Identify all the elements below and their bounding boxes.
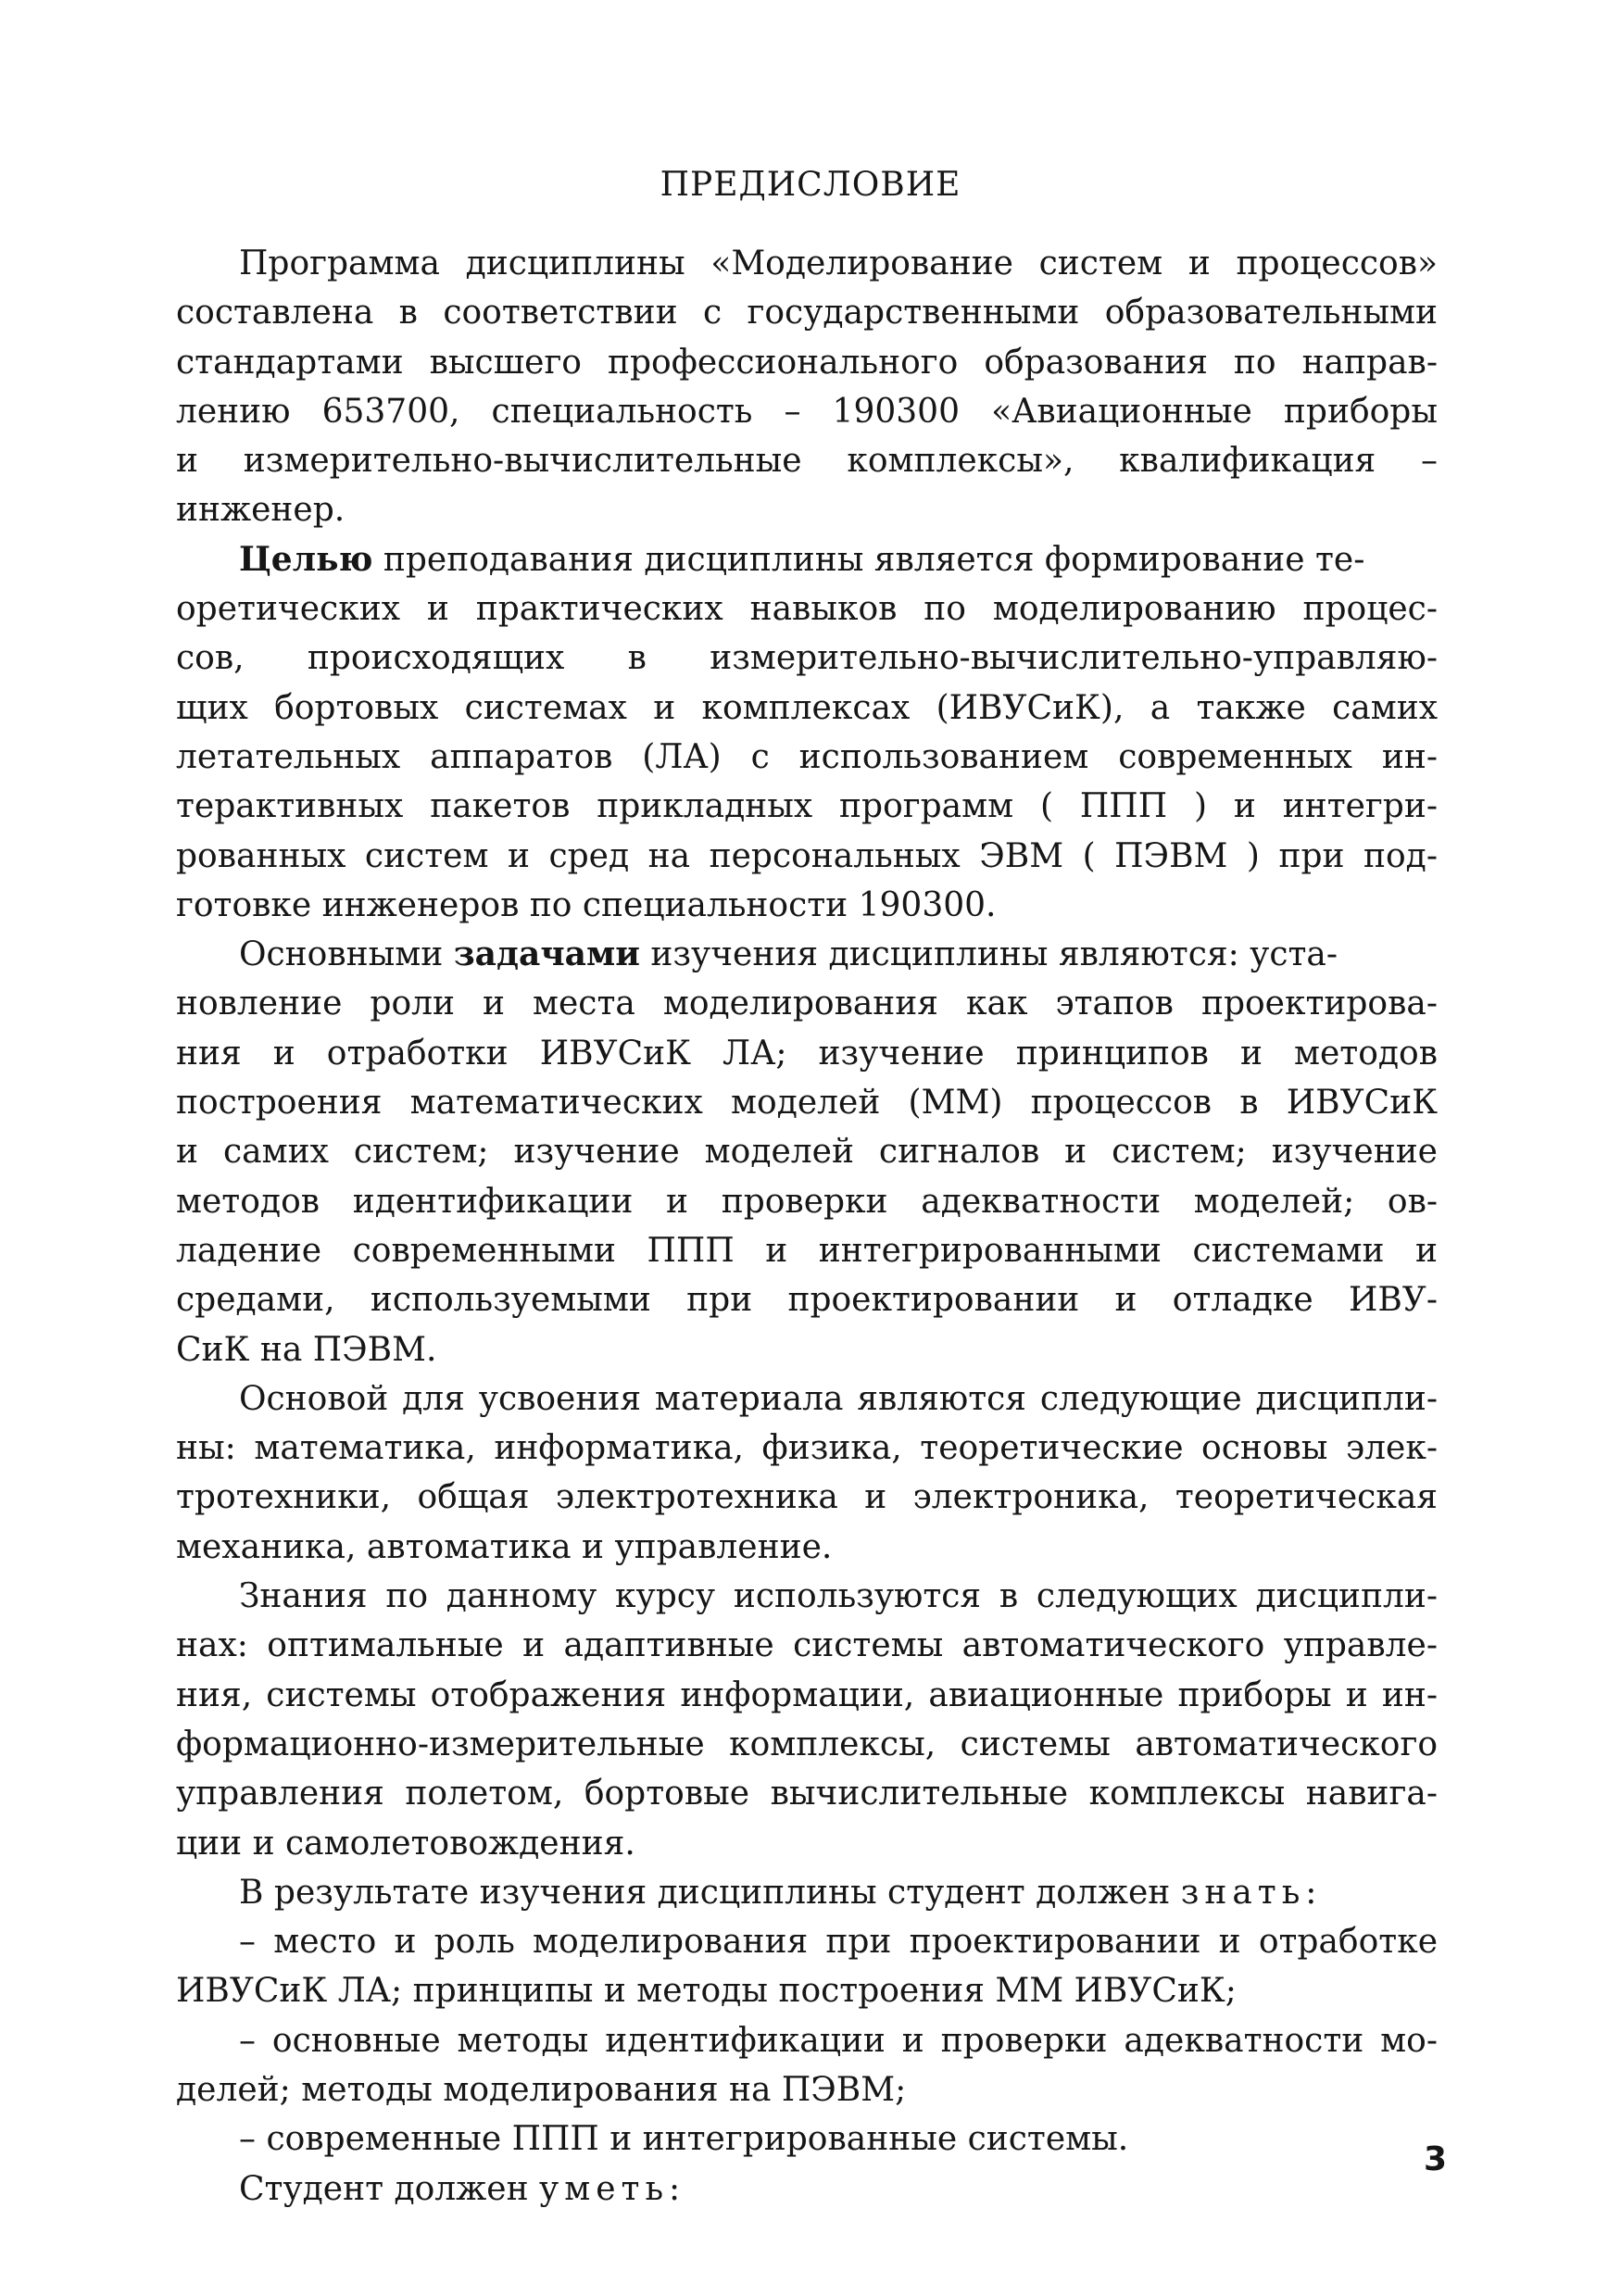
text-fragment: Основными	[239, 935, 454, 974]
text-line: Основой для усвоения материала являются следующие дисципли-	[239, 1379, 1438, 1418]
text-line: рованных систем и сред на персональных ЭВМ ( ПЭВМ ) при под-	[176, 836, 1438, 875]
list-item: – современные ППП и интегрированные системы.	[239, 2120, 1129, 2159]
text-line: ния и отработки ИВУСиК ЛА; изучение принципов и методов	[176, 1034, 1438, 1073]
text-fragment: преподавания дисциплины является формирование те-	[372, 540, 1365, 579]
text-line: инженер.	[176, 491, 346, 530]
spaced-term: знать:	[1180, 1873, 1323, 1912]
emphasis-term: Целью	[239, 539, 373, 579]
list-item: – основные методы идентификации и проверки адекватности мо-	[239, 2021, 1438, 2060]
text-line: щих бортовых системах и комплексах (ИВУСиК), а также самих	[176, 688, 1438, 727]
text-line: ИВУСиК ЛА; принципы и методы построения ММ ИВУСиК;	[176, 1972, 1237, 2011]
text-line: формационно-измерительные комплексы, системы автоматического	[176, 1725, 1438, 1763]
text-fragment: В результате изучения дисциплины студент должен	[239, 1873, 1181, 1912]
text-line: ладение современными ППП и интегрированными системами и	[176, 1231, 1438, 1270]
page-title: ПРЕДИСЛОВИЕ	[660, 166, 961, 204]
text-line: ния, системы отображения информации, авиационные приборы и ин-	[176, 1675, 1438, 1714]
text-fragment: Студент должен	[239, 2169, 540, 2208]
text-line: сов, происходящих в измерительно-вычислительно-управляю-	[176, 639, 1438, 678]
text-line: тротехники, общая электротехника и электроника, теоретическая	[176, 1478, 1438, 1517]
text-line: управления полетом, бортовые вычислительные комплексы навига-	[176, 1775, 1438, 1813]
text-line	[176, 1868, 1438, 1917]
text-line: нах: оптимальные и адаптивные системы автоматического управле-	[176, 1626, 1438, 1665]
text-fragment: изучения дисциплины являются: уста-	[639, 935, 1338, 974]
text-line: Знания по данному курсу используются в следующих дисципли-	[239, 1577, 1438, 1616]
text-line: механика, автоматика и управление.	[176, 1527, 833, 1566]
text-line: Программа дисциплины «Моделирование систем и процессов»	[239, 245, 1438, 282]
emphasis-term: задачами	[453, 935, 640, 974]
text-line	[176, 535, 1438, 584]
text-line: делей; методы моделирования на ПЭВМ;	[176, 2070, 907, 2109]
text-line: стандартами высшего профессионального образования по направ-	[176, 343, 1438, 382]
text-line: летательных аппаратов (ЛА) с использованием современных ин-	[176, 737, 1438, 776]
text-line: ны: математика, информатика, физика, теоретические основы элек-	[176, 1429, 1438, 1468]
text-line: новление роли и места моделирования как этапов проектирова-	[176, 985, 1438, 1023]
text-line: СиК на ПЭВМ.	[176, 1330, 437, 1369]
text-line: и измерительно-вычислительные комплексы», квалификация –	[176, 442, 1438, 481]
text-line: построения математических моделей (ММ) процессов в ИВУСиК	[176, 1084, 1438, 1123]
text-line: готовке инженеров по специальности 190300.	[176, 885, 997, 924]
page-number: 3	[1423, 2140, 1447, 2178]
text-line	[176, 930, 1438, 979]
text-line: составлена в соответствии с государственными образовательными	[176, 294, 1438, 332]
text-line: средами, используемыми при проектировании и отладке ИВУ-	[176, 1281, 1438, 1320]
spaced-term: уметь:	[539, 2169, 686, 2208]
text-line: методов идентификации и проверки адекватности моделей; ов-	[176, 1182, 1438, 1221]
text-line: оретических и практических навыков по моделированию процес-	[176, 590, 1438, 629]
preface-body	[176, 239, 1438, 2214]
text-line: и самих систем; изучение моделей сигналов и систем; изучение	[176, 1133, 1438, 1172]
text-line	[176, 2164, 1438, 2214]
text-line: ции и самолетовождения.	[176, 1824, 635, 1863]
list-item: – место и роль моделирования при проектировании и отработке	[239, 1923, 1438, 1962]
text-line: лению 653700, специальность – 190300 «Авиационные приборы	[176, 392, 1438, 431]
text-line: терактивных пакетов прикладных программ ( ППП ) и интегри-	[176, 787, 1438, 826]
